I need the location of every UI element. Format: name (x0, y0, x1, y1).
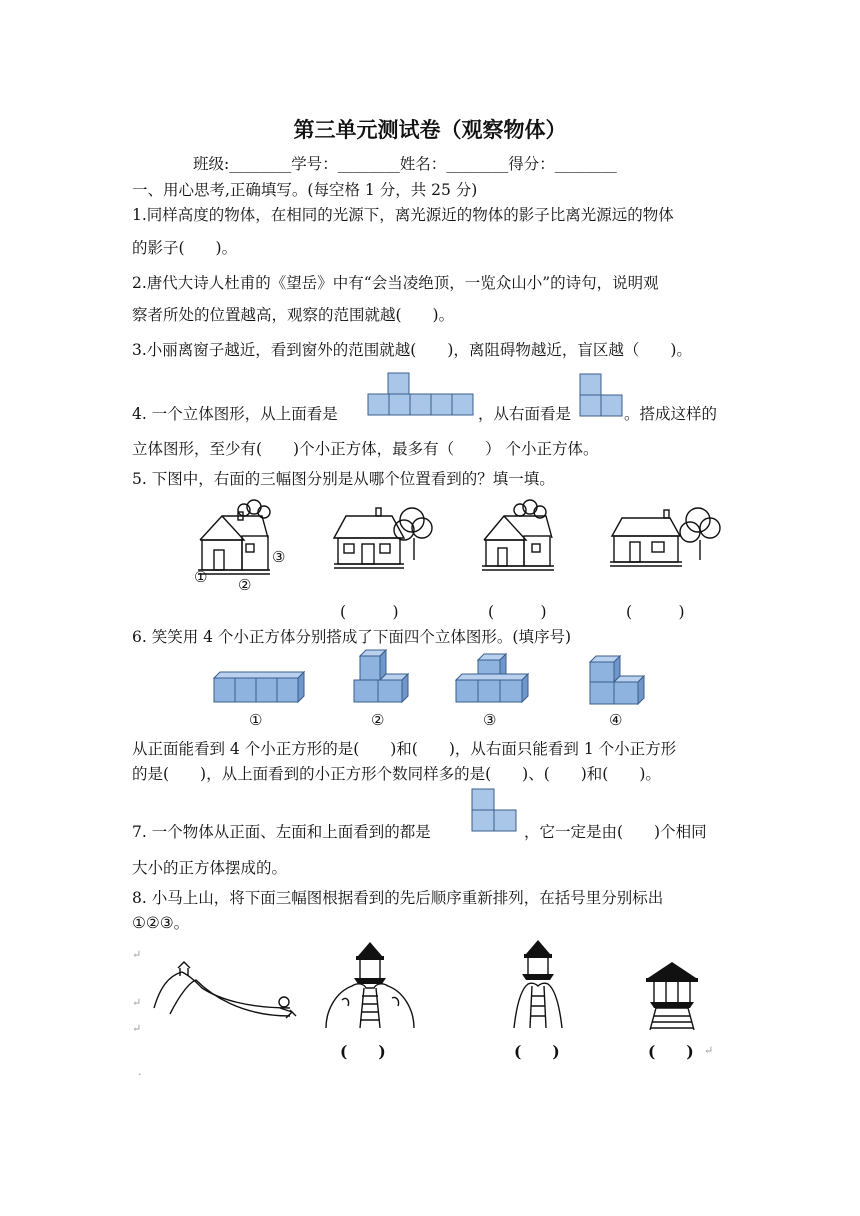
q2-line2: 察者所处的位置越高，观察的范围就越( )。 (132, 306, 455, 324)
q5-line1: 5. 下图中，右面的三幅图分别是从哪个位置看到的？填一填。 (132, 470, 555, 488)
q4-line2: 立体图形，至少有( )个小正方体，最多有（ ） 个小正方体。 (132, 440, 599, 458)
house-side-view-figure (608, 500, 728, 580)
viewpoint-label-1: ① (194, 568, 208, 586)
paragraph-mark: ↵ (132, 996, 142, 1009)
q8-answer-blank-1[interactable]: ( ) (340, 1042, 386, 1061)
q7-part-a: 7. 一个物体从正面、左面和上面看到的都是 (132, 823, 431, 841)
q2-line1: 2.唐代大诗人杜甫的《望岳》中有“会当凌绝顶，一览众山小”的诗句，说明观 (132, 274, 659, 292)
q7-part-b: ，它一定是由( )个相同 (524, 823, 707, 841)
cube-figure-label-4: ④ (609, 711, 623, 729)
paragraph-mark: ↵ (132, 1022, 142, 1035)
q5-answer-blank-2[interactable]: ( ) (488, 603, 547, 621)
q6-line1: 6. 笑笑用 4 个小正方体分别搭成了下面四个立体图形。(填序号) (132, 628, 572, 646)
dot-mark: · (138, 1068, 142, 1081)
q3-line1: 3.小丽离窗子越近，看到窗外的范围就越( )，离阻碍物越近，盲区越（ )。 (132, 341, 692, 359)
paragraph-mark: ↵ (704, 1044, 714, 1057)
q4-part-a: 4. 一个立体图形，从上面看是 (132, 405, 338, 423)
q7-view-figure (472, 789, 518, 833)
house-angled-view-figure (480, 498, 570, 578)
q4-right-view-figure (580, 374, 624, 416)
cube-figure-4 (590, 656, 646, 706)
cube-figure-3 (456, 654, 528, 704)
viewpoint-label-3: ③ (272, 548, 286, 566)
q7-line2: 大小的正方体摆成的。 (132, 859, 288, 877)
q5-answer-blank-1[interactable]: ( ) (340, 603, 399, 621)
pavilion-view-1-figure (322, 940, 418, 1030)
page-title: 第三单元测试卷（观察物体） (293, 118, 567, 142)
q1-line1: 1.同样高度的物体，在相同的光源下，离光源近的物体的影子比离光源远的物体 (132, 206, 674, 224)
q4-top-view-figure (368, 372, 474, 416)
pavilion-view-3-figure (640, 962, 704, 1032)
q6-line2: 从正面能看到 4 个小正方形的是( )和( )，从右面只能看到 1 个小正方形 (132, 740, 677, 758)
q4-part-c: 。搭成这样的 (624, 405, 718, 423)
cube-figure-1 (214, 672, 306, 704)
cube-figure-2 (354, 650, 410, 704)
q8-line2: ①②③。 (132, 914, 190, 932)
cube-figure-label-1: ① (249, 711, 263, 729)
q8-line1: 8. 小马上山，将下面三幅图根据看到的先后顺序重新排列，在括号里分别标出 (132, 889, 664, 907)
section-heading: 一、用心思考,正确填写。(每空格 1 分，共 25 分) (132, 181, 478, 199)
pavilion-view-2-figure (508, 940, 568, 1030)
cube-figure-label-2: ② (371, 711, 385, 729)
q4-part-b: ，从右面看是 (478, 405, 572, 423)
student-info-header: 班级:________学号：________姓名：________得分：________ (193, 155, 617, 173)
cube-figure-label-3: ③ (483, 711, 497, 729)
q6-line3: 的是( )，从上面看到的小正方形个数同样多的是( )、( )和( )。 (132, 765, 661, 783)
q8-answer-blank-3[interactable]: ( ) (648, 1042, 694, 1061)
house-front-view-figure (332, 498, 432, 578)
q8-answer-blank-2[interactable]: ( ) (514, 1042, 560, 1061)
viewpoint-label-2: ② (238, 576, 252, 594)
paragraph-mark: ↵ (132, 948, 142, 961)
mountain-path-figure (150, 958, 310, 1028)
q1-line2: 的影子( )。 (132, 239, 238, 257)
q5-answer-blank-3[interactable]: ( ) (626, 603, 685, 621)
